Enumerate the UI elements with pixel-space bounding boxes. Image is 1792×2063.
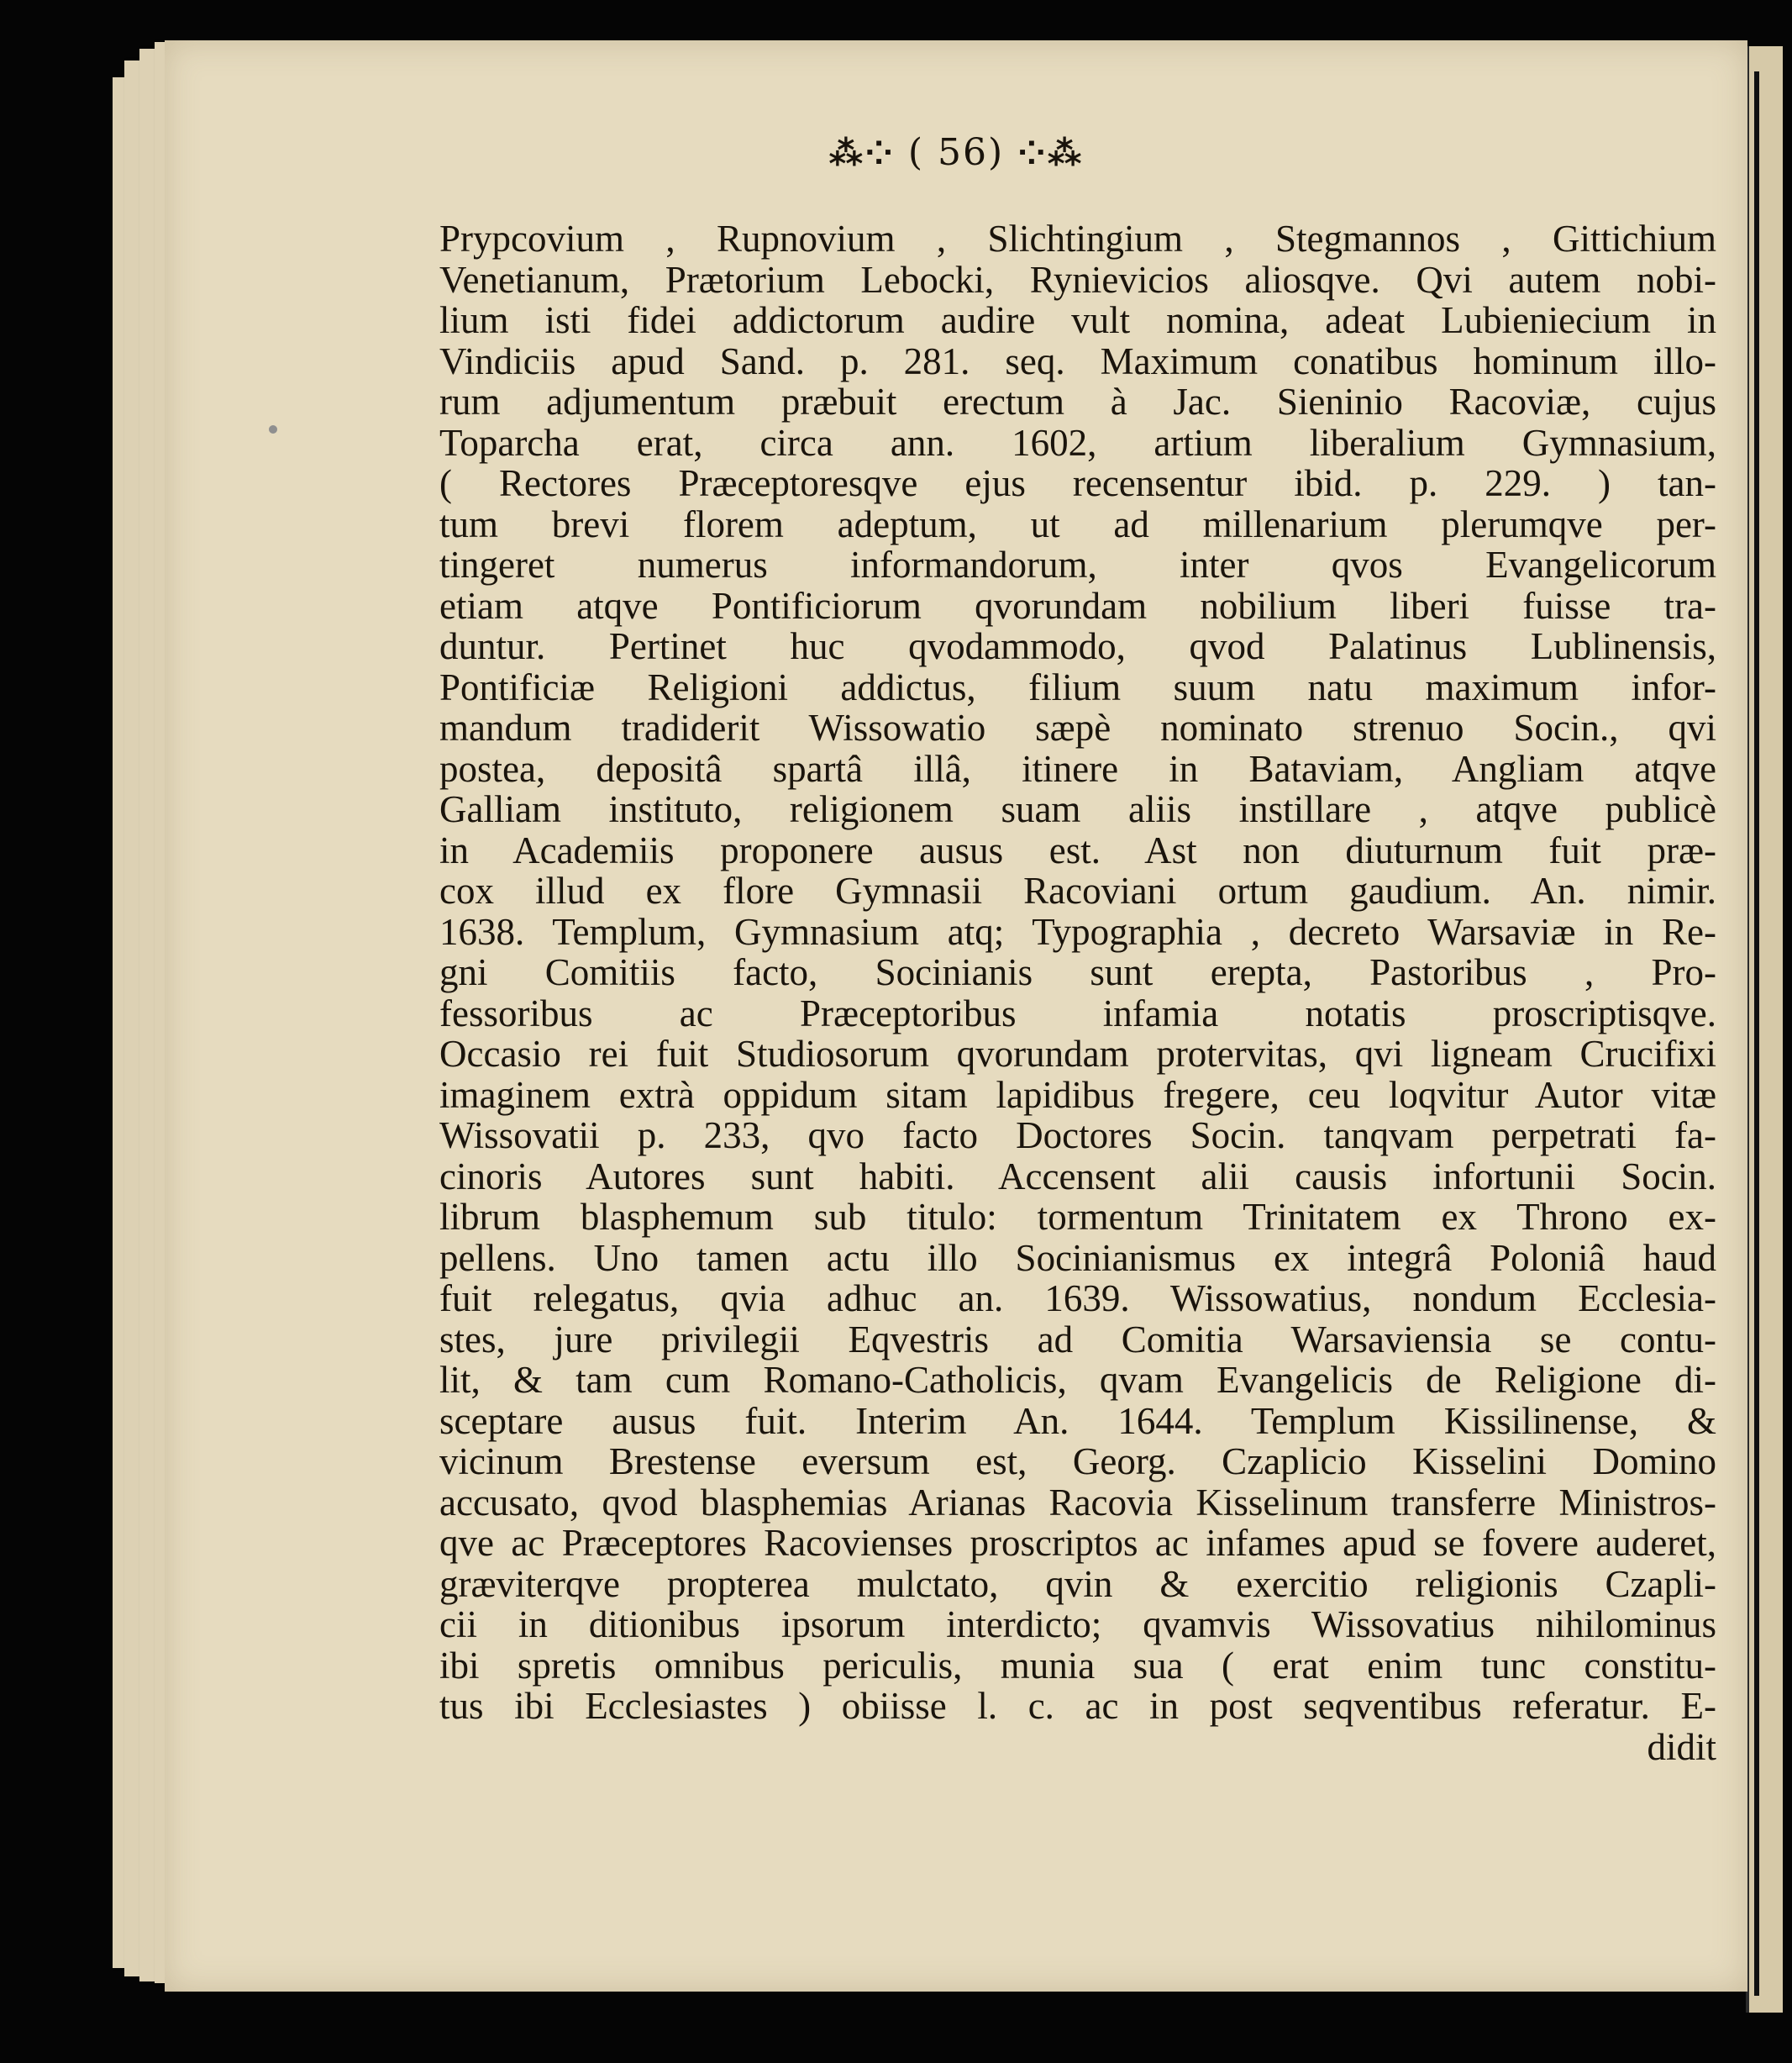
binding-shadow (1754, 71, 1759, 1996)
text-line: Wissovatii p. 233, qvo facto Doctores Socin. tanqvam perpetrati fa- (439, 1114, 1716, 1156)
text-line: mandum tradiderit Wissowatio sæpè nominato strenuo Socin., qvi (439, 707, 1716, 749)
text-line: duntur. Pertinet huc qvodammodo, qvod Palatinus Lublinensis, (439, 625, 1716, 667)
text-line: ibi spretis omnibus periculis, munia sua ( erat enim tunc constitu- (439, 1644, 1716, 1687)
text-line: didit (1647, 1725, 1716, 1768)
text-line: rum adjumentum præbuit erectum à Jac. Sieninio Racoviæ, cujus (439, 381, 1716, 423)
ornament-left: ⁂⁘ (828, 134, 895, 173)
book-page (165, 40, 1747, 1992)
text-line: tum brevi florem adeptum, ut ad millenarium plerumqve per- (439, 503, 1716, 545)
text-line: qve ac Præceptores Racovienses proscriptos ac infames apud se fovere auderet, (439, 1522, 1716, 1564)
text-line: Galliam instituto, religionem suam aliis instillare , atqve publicè (439, 788, 1716, 830)
text-line: fuit relegatus, qvia adhuc an. 1639. Wissowatius, nondum Ecclesia- (439, 1277, 1716, 1319)
text-line: 1638. Templum, Gymnasium atq; Typographia , decreto Warsaviæ in Re- (439, 910, 1716, 953)
page-body-text (439, 218, 1716, 1767)
text-line: imaginem extrà oppidum sitam lapidibus fregere, ceu loqvitur Autor vitæ (439, 1073, 1716, 1116)
text-line: Prypcovium , Rupnovium , Slichtingium , Stegmannos , Gittichium (439, 218, 1716, 260)
text-line: librum blasphemum sub titulo: tormentum Trinitatem ex Throno ex- (439, 1196, 1716, 1238)
text-line: vicinum Brestense eversum est, Georg. Czaplicio Kisselini Domino (439, 1440, 1716, 1482)
text-line: cinoris Autores sunt habiti. Accensent alii causis infortunii Socin. (439, 1155, 1716, 1197)
text-line: etiam atqve Pontificiorum qvorundam nobilium liberi fuisse tra- (439, 584, 1716, 627)
margin-spot (269, 425, 277, 434)
text-line: tingeret numerus informandorum, inter qvos Evangelicorum (439, 544, 1716, 586)
text-line: Toparcha erat, circa ann. 1602, artium liberalium Gymnasium, (439, 421, 1716, 464)
facing-page-edge (1746, 46, 1783, 2013)
ornament-right: ⁘⁂ (1017, 134, 1084, 173)
text-line: accusato, qvod blasphemias Arianas Racovia Kisselinum transferre Ministros- (439, 1481, 1716, 1524)
text-line: postea, depositâ spartâ illâ, itinere in Bataviam, Angliam atqve (439, 747, 1716, 790)
text-line: lium isti fidei addictorum audire vult nomina, adeat Lubieniecium in (439, 299, 1716, 341)
page-header (165, 131, 1747, 174)
text-line: Venetianum, Prætorium Lebocki, Rynievicios aliosqve. Qvi autem nobi- (439, 258, 1716, 301)
text-line: sceptare ausus fuit. Interim An. 1644. Templum Kissilinense, & (439, 1399, 1716, 1442)
text-line: ( Rectores Præceptoresqve ejus recensentur ibid. p. 229. ) tan- (439, 462, 1716, 504)
text-line: tus ibi Ecclesiastes ) obiisse l. c. ac in post seqventibus referatur. E- (439, 1685, 1716, 1727)
text-line: gni Comitiis facto, Socinianis sunt erepta, Pastoribus , Pro- (439, 951, 1716, 993)
text-line: pellens. Uno tamen actu illo Socinianismus ex integrâ Poloniâ haud (439, 1236, 1716, 1279)
text-line: Occasio rei fuit Studiosorum qvorundam protervitas, qvi ligneam Crucifixi (439, 1033, 1716, 1075)
text-line: cii in ditionibus ipsorum interdicto; qvamvis Wissovatius nihilominus (439, 1603, 1716, 1645)
text-line: in Academiis proponere ausus est. Ast non diuturnum fuit præ- (439, 829, 1716, 871)
page-number: ( 56) (907, 131, 1005, 174)
text-line: stes, jure privilegii Eqvestris ad Comitia Warsaviensia se contu- (439, 1318, 1716, 1360)
text-line: lit, & tam cum Romano-Catholicis, qvam Evangelicis de Religione di- (439, 1359, 1716, 1401)
text-line: Pontificiæ Religioni addictus, filium suum natu maximum infor- (439, 666, 1716, 708)
text-line: cox illud ex flore Gymnasii Racoviani ortum gaudium. An. nimir. (439, 870, 1716, 912)
text-line: fessoribus ac Præceptoribus infamia notatis proscriptisqve. (439, 992, 1716, 1034)
text-line: græviterqve propterea mulctato, qvin & exercitio religionis Czapli- (439, 1562, 1716, 1605)
text-line: Vindiciis apud Sand. p. 281. seq. Maximum conatibus hominum illo- (439, 339, 1716, 382)
